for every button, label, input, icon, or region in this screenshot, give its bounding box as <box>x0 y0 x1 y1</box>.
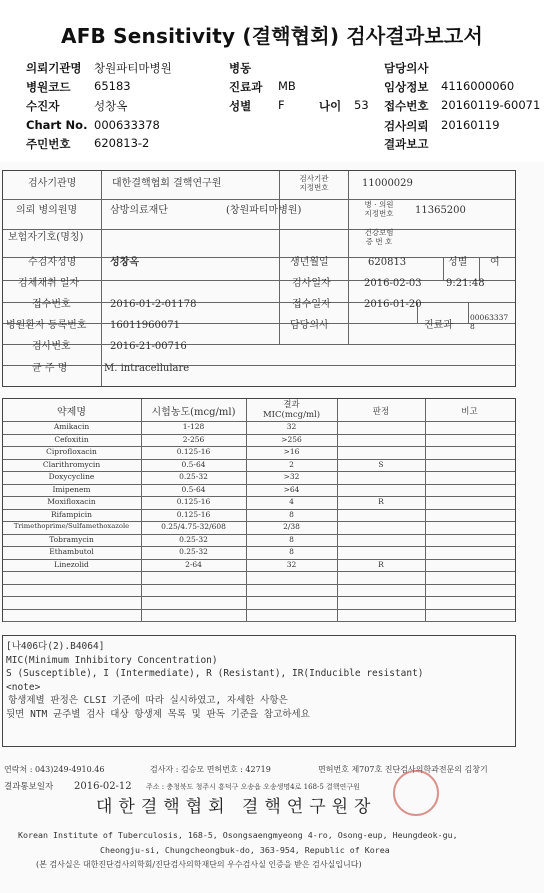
r6-date-label: 접수일자 <box>292 299 331 310</box>
note-clsi: 항생제별 판정은 CLSI 기준에 따라 실시하였고, 자세한 사항은 <box>8 695 288 706</box>
drug-name: Ciprofloxacin <box>46 447 97 456</box>
ward-label: 병동 <box>229 61 252 75</box>
r7-label: 병원환자 등록번호 <box>6 320 87 331</box>
receipt-label: 접수번호 <box>384 99 429 113</box>
r7-value: 16011960071 <box>110 320 180 331</box>
r5-date-label: 검사일자 <box>292 278 331 289</box>
th-interp: 판정 <box>372 407 390 417</box>
test-range: 0.125-16 <box>176 509 211 519</box>
footer-date-label: 결과통보일자 <box>4 782 54 792</box>
note-ntm: 뒷면 NTM 균주별 검사 대상 항생제 목록 및 판독 기준을 참고하세요 <box>6 708 310 720</box>
sex-label: 성별 <box>229 99 252 113</box>
r9-value: M. intracellulare <box>104 363 190 374</box>
th-mic: 결과 MIC(mcg/ml) <box>262 400 321 420</box>
r2-code-value: 11365200 <box>415 205 466 216</box>
table-rule <box>3 571 515 572</box>
r6-value: 2016-01-2-01178 <box>110 299 197 310</box>
test-range: 2-64 <box>185 559 202 569</box>
r4-birth-value: 620813 <box>368 257 407 268</box>
report-title: AFB Sensitivity (결핵협회) 검사결과보고서 <box>61 24 483 48</box>
r6-label: 접수번호 <box>32 299 71 310</box>
test-range: 0.5-64 <box>181 459 206 469</box>
footer-contact: 연락처 : 043)249-4910.46 <box>4 765 105 774</box>
r4-birth-label: 생년월일 <box>290 257 329 268</box>
drug-name: Trimethoprime/Sulfamethoxazole <box>13 522 130 530</box>
mic-result: 8 <box>289 534 294 544</box>
drug-name: Cefoxitin <box>54 434 89 444</box>
doctor-label: 담당의사 <box>384 61 429 75</box>
rrn-value: 620813-2 <box>94 136 150 150</box>
footer-address-kr: 주소 : 충청북도 청주시 흥덕구 오송읍 오송생명4로 168-5 결핵연구원 <box>146 783 360 791</box>
test-range: 0.125-16 <box>176 497 211 506</box>
r4-sex-value: 여 <box>490 257 500 268</box>
age-label: 나이 <box>319 99 342 113</box>
chart-value: 000633378 <box>94 118 160 132</box>
mic-result: >32 <box>283 472 300 481</box>
r8-value: 2016-21-00716 <box>110 341 187 352</box>
age-value: 53 <box>354 98 369 112</box>
drug-name: Linezolid <box>54 559 89 569</box>
inst-value: 창원파티마병원 <box>94 61 172 75</box>
chart-label: Chart No. <box>26 118 88 132</box>
clinical-label: 임상정보 <box>384 80 429 94</box>
r2-value2: (창원파티마병원) <box>226 205 302 216</box>
th-remark: 비고 <box>461 407 478 417</box>
r1-code-value: 11000029 <box>362 178 413 189</box>
mic-result: 32 <box>286 422 297 431</box>
table-rule <box>3 609 515 610</box>
footer-licensee: 면허번호 제707호 진단검사의학과전문의 김창기 <box>318 765 488 774</box>
th-drug: 약제명 <box>57 407 86 418</box>
test-range: 0.25-32 <box>179 547 208 556</box>
r6-date-value: 2016-01-20 <box>364 299 422 310</box>
r1-code-label: 검사기관 지정번호 <box>299 174 329 192</box>
r2-label: 의뢰 병의원명 <box>16 205 78 216</box>
drug-name: Doxycycline <box>48 472 95 481</box>
drug-name: Imipenem <box>52 484 91 494</box>
mic-result: >16 <box>283 447 300 456</box>
r5-date-value: 2016-02-03 <box>364 278 422 289</box>
test-range: 0.125-16 <box>176 447 211 456</box>
r4-value: 성창옥 <box>110 257 139 268</box>
reqdate-value: 20160119 <box>441 118 500 132</box>
clinical-value: 4116000060 <box>441 79 515 93</box>
r2-value: 삼방의료재단 <box>110 205 168 216</box>
dept-value: MB <box>278 79 296 93</box>
r4-sex-label: 성별 <box>448 257 468 268</box>
receipt-value: 20160119-60071 <box>441 98 541 112</box>
official-seal <box>393 770 439 816</box>
drug-name: Amikacin <box>53 422 90 431</box>
rrn-label: 주민번호 <box>26 137 71 151</box>
r7-dept-value: 00063337 8 <box>470 313 509 331</box>
r3-label: 보험자기호(명칭) <box>8 232 84 243</box>
mic-result: 2/38 <box>283 522 300 531</box>
r3-code-label: 건강보험 증 번 호 <box>364 228 394 246</box>
test-range: 1-128 <box>182 422 205 431</box>
drug-name: Moxifloxacin <box>47 497 96 506</box>
mic-result: >64 <box>283 484 300 494</box>
note-legend: S (Susceptible), I (Intermediate), R (Resistant), IR(Inducible resistant) <box>6 668 424 679</box>
footer-date: 2016-02-12 <box>74 781 132 792</box>
test-range: 0.25-32 <box>179 534 208 544</box>
note-code: [나406다(2).B4064] <box>6 641 105 652</box>
mic-result: 8 <box>289 547 294 556</box>
mic-result: 4 <box>289 497 294 506</box>
r8-label: 검사번호 <box>32 341 71 352</box>
note-tag: <note> <box>6 681 41 693</box>
r5-label: 검체채취 일자 <box>18 278 80 289</box>
footer-org-name: 대한결핵협회 결핵연구원장 <box>96 797 377 817</box>
r2-code-label: 병 · 의원 지정번호 <box>364 200 394 218</box>
r1-label: 검사기관명 <box>28 178 77 189</box>
r7-dept-label: 진료과 <box>424 320 453 331</box>
patient-value: 성창옥 <box>94 99 128 113</box>
footer-examiner: 검사자 : 김승모 면허번호 : 42719 <box>150 765 271 774</box>
patient-label: 수진자 <box>26 99 60 113</box>
report-label: 결과보고 <box>384 137 429 151</box>
footer-address-en1: Korean Institute of Tuberculosis, 168-5, Osongsaengmyeong 4-ro, Osong-eup, Heungdeok-gu, <box>18 830 458 840</box>
drug-name: Rifampicin <box>50 509 93 519</box>
note-mic: MIC(Minimum Inhibitory Concentration) <box>6 654 218 666</box>
table-rule <box>3 584 515 585</box>
mic-result: >256 <box>281 434 302 444</box>
dept-label: 진료과 <box>229 80 263 94</box>
r1-value: 대한결핵협회 결핵연구원 <box>112 178 222 189</box>
footer-address-en2: Cheongju-si, Chungcheongbuk-do, 363-954, Republic of Korea <box>100 845 390 855</box>
r4-label: 수검자성명 <box>28 257 77 268</box>
sex-value: F <box>278 98 285 112</box>
drug-name: Clarithromycin <box>42 459 101 469</box>
footer-cert: (본 검사실은 대한진단검사의학회/진단검사의학재단의 우수검사실 인증을 받은 검사실입니다) <box>36 860 362 869</box>
test-range: 0.25-32 <box>179 472 208 481</box>
hospcode-label: 병원코드 <box>26 80 71 94</box>
table-rule <box>3 596 515 597</box>
reqdate-label: 검사의뢰 <box>384 119 429 133</box>
r7-doctor-label: 담당의사 <box>290 320 329 331</box>
r5-time-value: 9:21:48 <box>446 278 485 289</box>
r9-label: 균 주 명 <box>32 363 68 374</box>
scanned-report <box>0 162 544 893</box>
test-range: 2-256 <box>182 434 205 444</box>
mic-result: 2 <box>289 459 294 469</box>
hospcode-value: 65183 <box>94 79 131 93</box>
table-rule <box>3 621 515 622</box>
test-range: 0.25/4.75-32/608 <box>161 522 226 531</box>
mic-result: 32 <box>286 559 297 569</box>
mic-result: 8 <box>289 509 294 519</box>
inst-label: 의뢰기관명 <box>26 61 82 75</box>
test-range: 0.5-64 <box>181 484 206 494</box>
th-range: 시험농도(mcg/ml) <box>151 407 236 418</box>
interpretation: R <box>378 497 384 506</box>
interpretation: S <box>378 459 384 469</box>
interpretation: R <box>378 559 384 569</box>
drug-name: Ethambutol <box>49 547 94 556</box>
drug-name: Tobramycin <box>49 534 94 544</box>
